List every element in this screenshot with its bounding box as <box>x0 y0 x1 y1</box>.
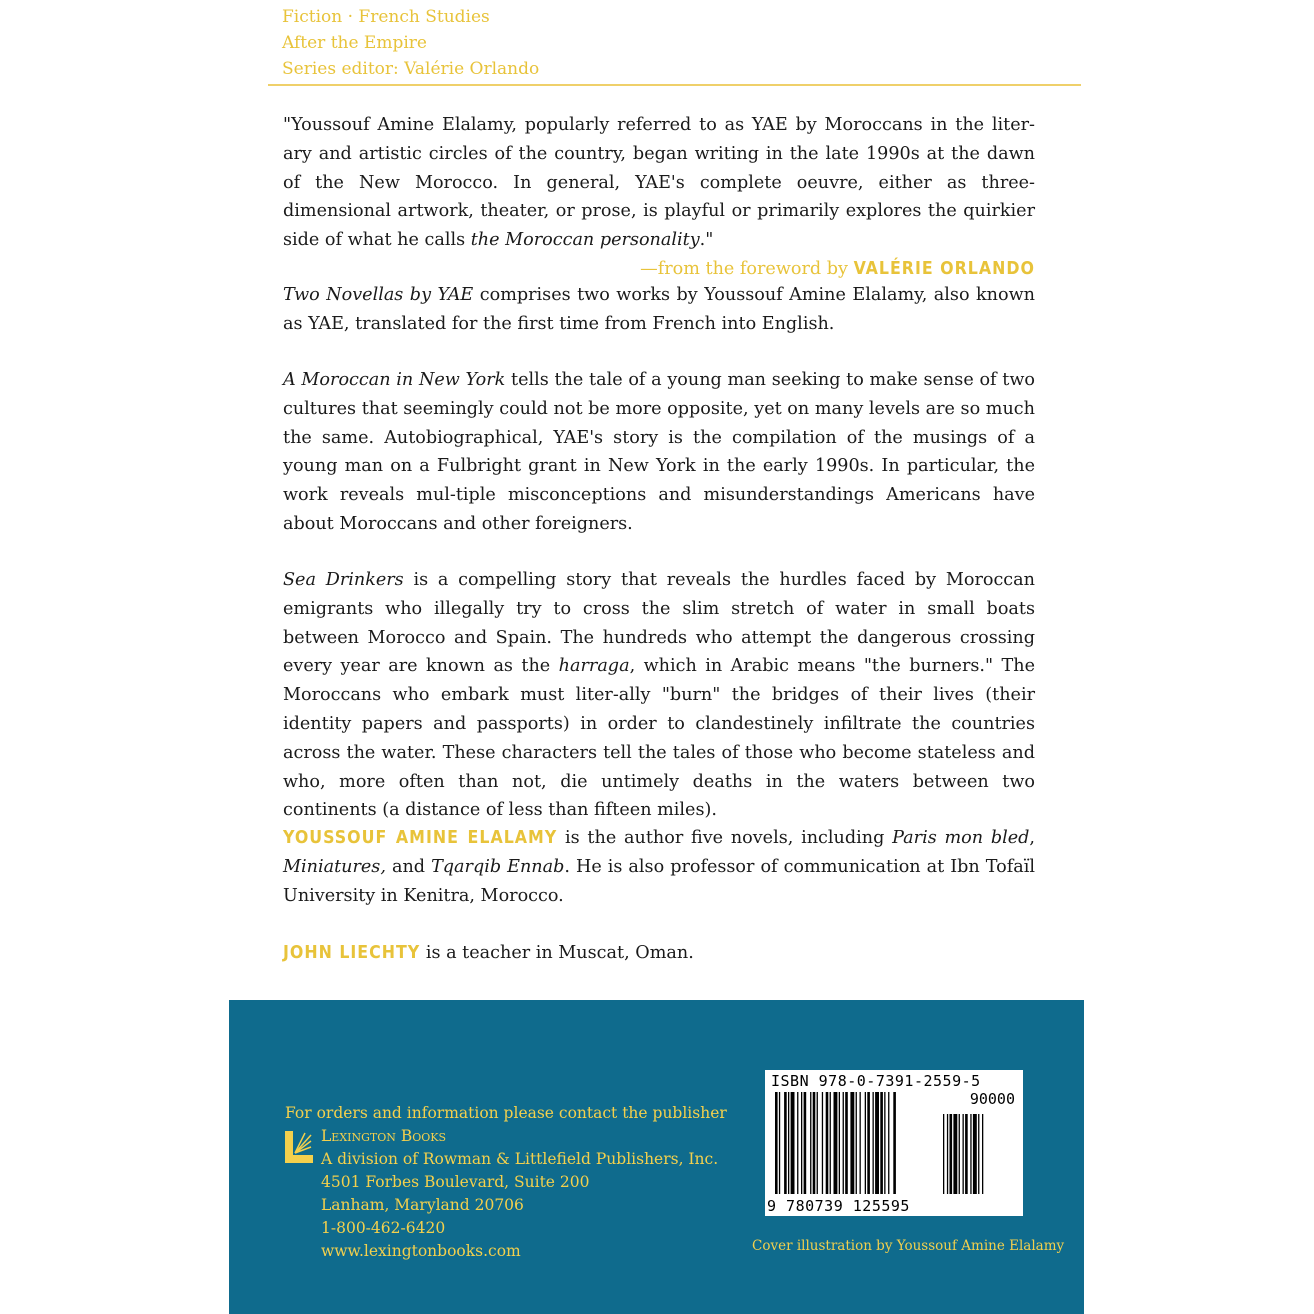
publisher-contact: For orders and information please contact the publisher <box>285 1104 727 1122</box>
quote-end: ." <box>699 230 714 251</box>
paragraph-text-a: is a compelling story that reveals the hurdles faced by Moroccan emigrants who illegally try to cross the slim stretch of water in small boats between Morocco and Spain. The hundreds who attempt the dangerous crossing every year are known as the <box>283 570 1035 677</box>
translator-bio <box>283 939 1035 968</box>
sep-2: and <box>385 856 432 877</box>
paragraph-text-b: , which in Arabic means "the burners." The Moroccans who embark must liter-ally "burn" the bridges of their lives (their identity papers and passports) in order to clandestinely infiltrate the countries across the water. These characters tell the tales of those who become stateless and who, more often than not, die untimely deaths in the waters between two continents (a distance of less than fifteen miles). <box>283 656 1035 821</box>
bio-text-b: . He is also professor of communication at Ibn Tofaïl University in Kenitra, Morocco. <box>283 856 1035 906</box>
book-3: Tqarqib Ennab <box>431 856 565 877</box>
quote-italic: the Moroccan personality <box>470 230 700 251</box>
series-editor: Series editor: Valérie Orlando <box>282 59 540 79</box>
attribution-name: VALÉRIE ORLANDO <box>853 258 1035 279</box>
description-paragraph-2 <box>283 366 1035 539</box>
paragraph-text: comprises two works by Youssouf Amine Elalamy, also known as YAE, translated for the first time from French into English. <box>283 285 1035 334</box>
translator-name: JOHN LIECHTY <box>283 943 421 963</box>
publisher-phone: 1-800-462-6420 <box>321 1219 446 1237</box>
sep-1: , <box>1029 828 1036 848</box>
novella-title-2: Sea Drinkers <box>283 570 404 590</box>
series-title: After the Empire <box>282 33 427 53</box>
price-code: 90000 <box>969 1090 1015 1108</box>
author-name: YOUSSOUF AMINE ELALAMY <box>283 828 558 848</box>
publisher-address-1: 4501 Forbes Boulevard, Suite 200 <box>321 1173 590 1191</box>
publisher-info <box>285 1102 727 1263</box>
category-label: Fiction · French Studies <box>282 7 490 27</box>
foreword-quote <box>283 111 1035 284</box>
barcode-digits: 9 780739 125595 <box>767 1197 910 1215</box>
novella-title-1: A Moroccan in New York <box>283 370 506 390</box>
description-paragraph-1 <box>283 281 1035 339</box>
paragraph-text: tells the tale of a young man seeking to make sense of two cultures that seemingly could not be more opposite, yet on many levels are so much the same. Autobiographical, YAE's story is the compilation of the musings of a young man on a Fulbright grant in New York in the early 1990s. In particular, the work reveals mul-tiple misconceptions and misunderstandings Americans have about Moroccans and other foreigners. <box>283 370 1035 534</box>
series-info <box>282 4 539 82</box>
book-2: Miniatures, <box>283 856 386 877</box>
translator-text: is a teacher in Muscat, Oman. <box>420 943 694 963</box>
book-title: Two Novellas by YAE <box>283 285 474 305</box>
quote-text: "Youssouf Amine Elalamy, popularly referred to as YAE by Moroccans in the liter-ary and artistic circles of the country, began writing in the late 1990s at the dawn of the New Morocco. In general, YAE's complete oeuvre, either as three-dimensional artwork, theater, or prose, is playful or primarily explores the quirkier side of what he calls <box>283 115 1035 251</box>
book-1: Paris mon bled <box>892 828 1030 848</box>
cover-credit: Cover illustration by Youssouf Amine Elalamy <box>752 1238 1065 1254</box>
header-divider <box>268 84 1081 86</box>
isbn-number: ISBN 978-0-7391-2559-5 <box>771 1072 981 1090</box>
publisher-name: Lexington Books <box>321 1127 446 1145</box>
attribution-prefix: —from the foreword by <box>640 258 854 279</box>
harraga-word: harraga <box>558 656 630 677</box>
quote-attribution <box>640 255 1035 284</box>
author-bio <box>283 824 1035 910</box>
publisher-website[interactable]: www.lexingtonbooks.com <box>321 1242 521 1260</box>
isbn-barcode <box>765 1070 1023 1216</box>
description-paragraph-3 <box>283 566 1035 825</box>
publisher-address-2: Lanham, Maryland 20706 <box>321 1196 524 1214</box>
bio-text-a: is the author five novels, including <box>557 828 893 848</box>
publisher-division: A division of Rowman & Littlefield Publishers, Inc. <box>321 1150 719 1168</box>
lexington-logo-icon <box>285 1131 313 1163</box>
